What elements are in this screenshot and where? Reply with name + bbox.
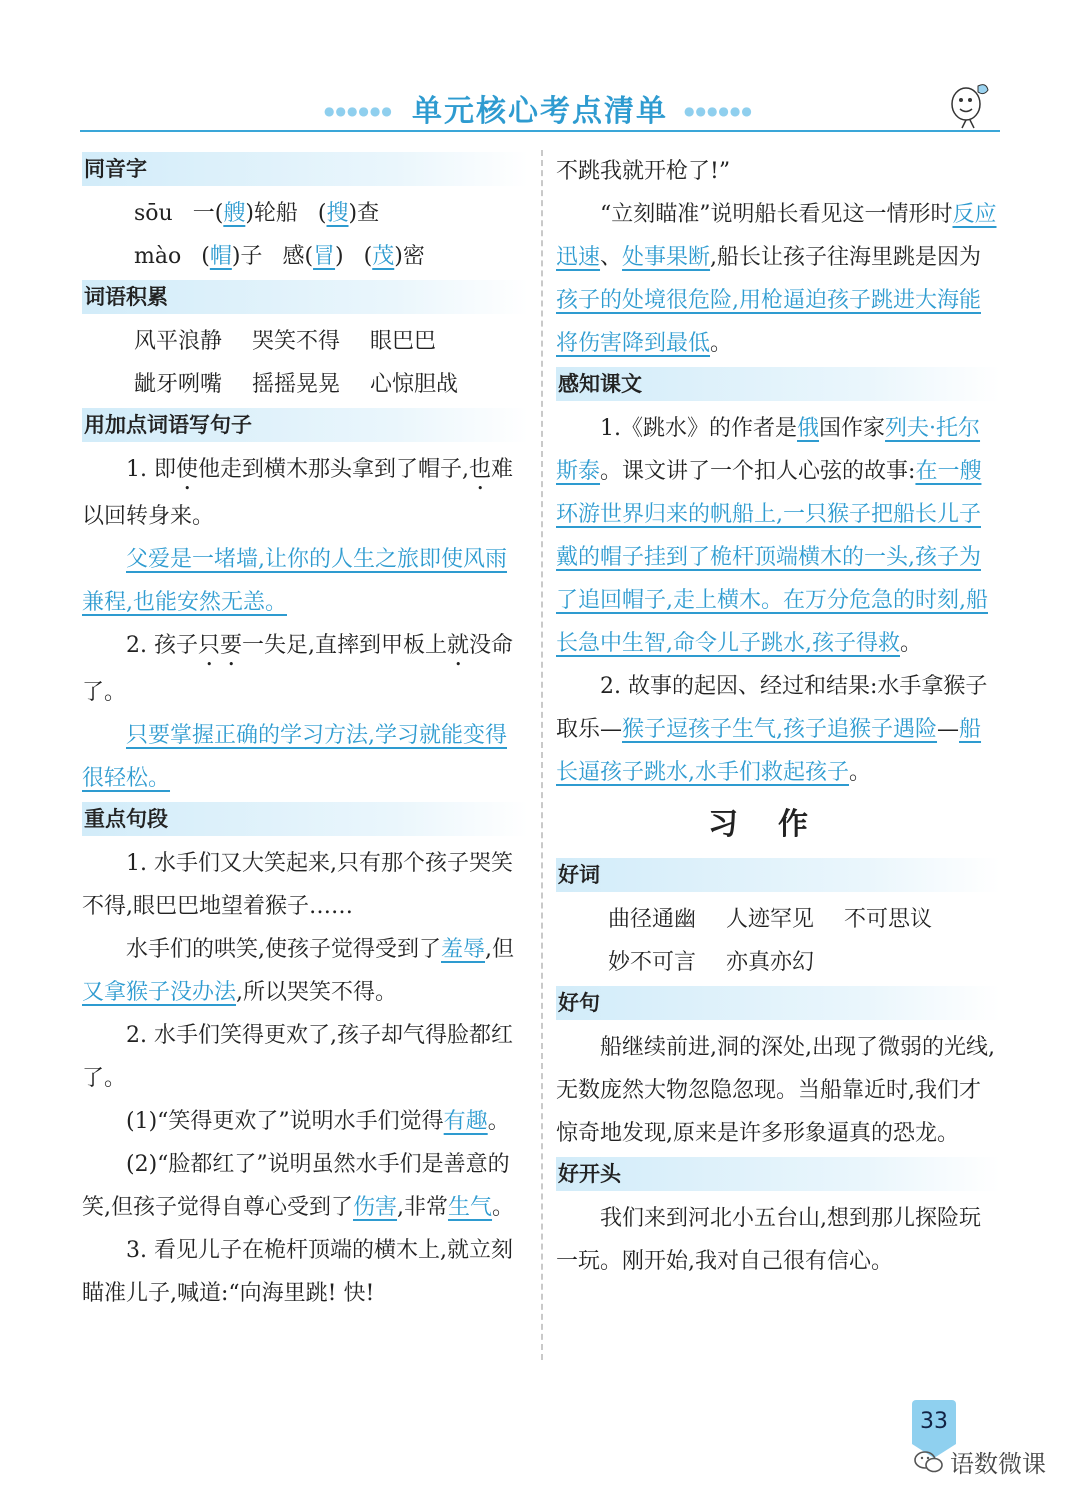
key-answer: (1)“笑得更欢了”说明水手们觉得有趣。 (126, 1109, 510, 1134)
key-passage: 3. 看见儿子在桅杆顶端的横木上,就立刻瞄准儿子,喊道:“向海里跳! 快! (82, 1238, 513, 1306)
answer: 搜 (326, 201, 349, 226)
key-passage-continued: 不跳我就开枪了!” (556, 159, 731, 184)
section-heading: 好开头 (556, 1157, 1000, 1191)
key-answer: 水手们的哄笑,使孩子觉得受到了羞辱,但又拿猴子没办法,所以哭笑不得。 (82, 937, 515, 1005)
key-passage: 2. 水手们笑得更欢了,孩子却气得脸都红了。 (82, 1023, 513, 1091)
header-rule (80, 130, 1000, 132)
section-heading: 用加点词语写句子 (82, 408, 528, 442)
page-header (80, 82, 1000, 134)
answer: 冒 (313, 244, 336, 269)
good-words-row: 妙不可言 亦真亦幻 (608, 950, 815, 975)
header-dots-right: ●●●●●● (684, 104, 753, 118)
pinyin: sōu (134, 201, 173, 226)
section-heading: 重点句段 (82, 802, 528, 836)
key-passage: 1. 水手们又大笑起来,只有那个孩子哭笑不得,眼巴巴地望着猴子…… (82, 851, 513, 919)
perceive-answer: 2. 故事的起因、经过和结果:水手拿猴子取乐—猴子逗孩子生气,孩子追猴子遇险—船长逼孩子跳水,水手们救起孩子。 (556, 674, 988, 785)
section-heading: 同音字 (82, 152, 528, 186)
pinyin: mào (134, 244, 182, 269)
vocab-row: 龇牙咧嘴 摇摇晃晃 心惊胆战 (134, 372, 459, 397)
answer-sentence: 只要掌握正确的学习方法,学习就能变得很轻松。 (82, 723, 507, 791)
answer: 茂 (372, 244, 395, 269)
mascot-icon (942, 74, 994, 130)
vocab-row: 风平浪静 哭笑不得 眼巴巴 (134, 329, 437, 354)
watermark (914, 1444, 1046, 1479)
good-sentence: 船继续前进,洞的深处,出现了微弱的光线,无数庞然大物忽隐忽现。当船靠近时,我们才惊奇地发现,原来是许多形象逼真的恐龙。 (556, 1035, 995, 1146)
page-title: 单元核心考点清单 (412, 94, 668, 129)
right-column (556, 150, 1000, 1283)
key-answer: (2)“脸都红了”说明虽然水手们是善意的笑,但孩子觉得自尊心受到了伤害,非常生气。 (82, 1152, 515, 1220)
section-title-writing: 习作 (708, 807, 848, 842)
section-heading: 感知课文 (556, 367, 1000, 401)
section-heading: 词语积累 (82, 280, 528, 314)
column-divider (541, 150, 543, 1360)
answer: 帽 (209, 244, 232, 269)
question: 1. 即使他走到横木那头拿到了帽子,也难以回转身来。 (82, 457, 514, 529)
header-dots-left: ●●●●●● (324, 104, 393, 118)
good-opening: 我们来到河北小五台山,想到那儿探险玩一玩。刚开始,我对自己很有信心。 (556, 1206, 981, 1274)
section-heading: 好句 (556, 986, 1000, 1020)
wechat-icon (914, 1450, 944, 1474)
answer: 艘 (223, 201, 246, 226)
good-words-row: 曲径通幽 人迹罕见 不可思议 (608, 907, 933, 932)
question: 2. 孩子只要一失足,直摔到甲板上就没命了。 (82, 633, 514, 705)
perceive-answer: 1.《跳水》的作者是俄国作家列夫·托尔斯泰。课文讲了一个扣人心弦的故事:在一艘环游世界归来的帆船上,一只猴子把船长儿子戴的帽子挂到了桅杆顶端横木的一头,孩子为了追回帽子,走上横木。在万分危急的时刻,船长急中生智,命令儿子跳水,孩子得救。 (556, 416, 988, 656)
homophone-row-mao: mào (帽)子 感(冒) (茂)密 (134, 244, 425, 269)
key-answer: “立刻瞄准”说明船长看见这一情形时反应迅速、处事果断,船长让孩子往海里跳是因为孩子的处境很危险,用枪逼迫孩子跳进大海能将伤害降到最低。 (556, 202, 997, 356)
section-heading: 好词 (556, 858, 1000, 892)
watermark-text: 语数微课 (950, 1450, 1046, 1478)
left-column (82, 150, 528, 1315)
answer-sentence: 父爱是一堵墙,让你的人生之旅即使风雨兼程,也能安然无恙。 (82, 547, 507, 615)
page-number: 33 (912, 1400, 956, 1444)
homophone-row-sou: sōu 一(艘)轮船 (搜)查 (134, 201, 380, 226)
